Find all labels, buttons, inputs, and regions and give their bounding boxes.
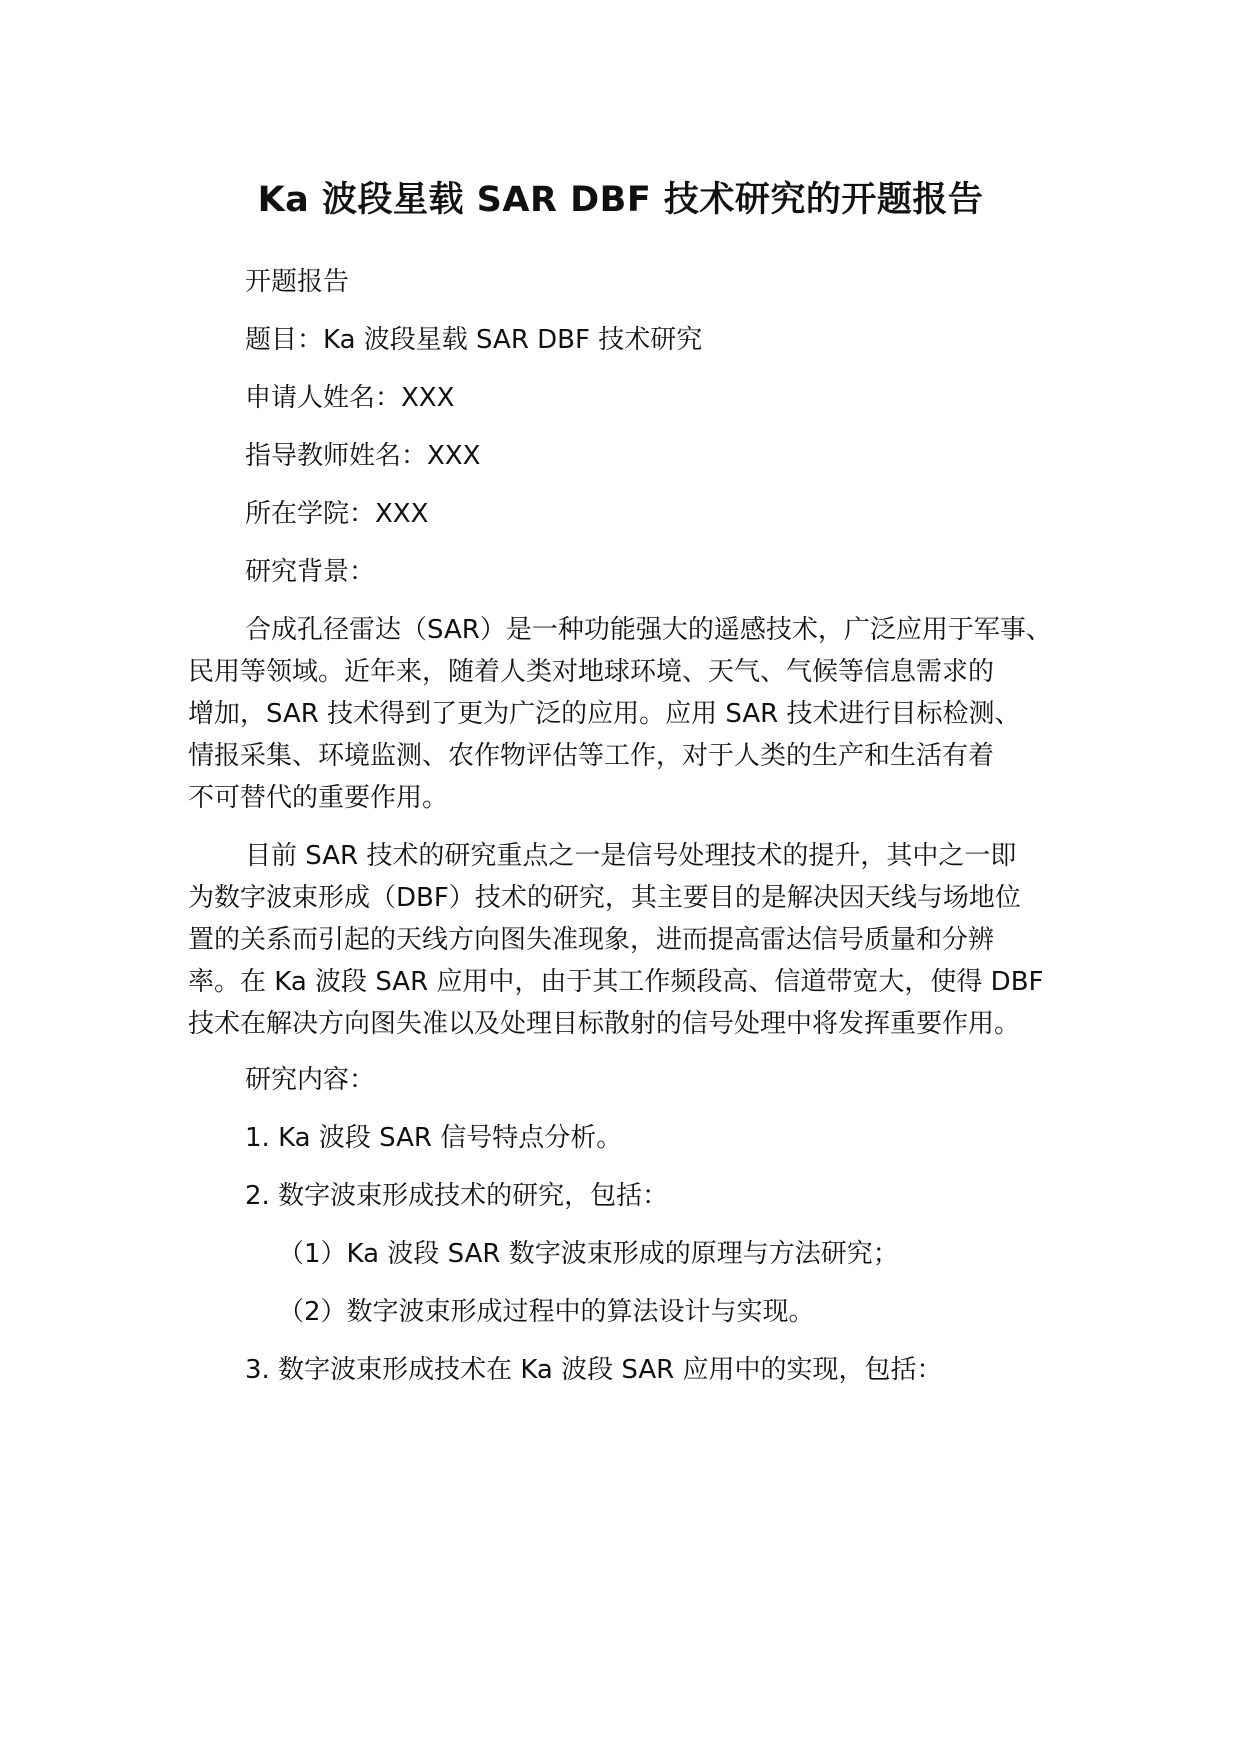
paragraph-line: 置的关系而引起的天线方向图失准现象，进而提高雷达信号质量和分辨 — [188, 925, 995, 955]
paragraph-line: 情报采集、环境监测、农作物评估等工作，对于人类的生产和生活有着 — [188, 741, 995, 771]
college-line: 所在学院：XXX — [245, 499, 429, 529]
content-item-2: 2. 数字波束形成技术的研究，包括： — [245, 1181, 669, 1211]
background-heading: 研究背景： — [245, 557, 376, 587]
content-heading: 研究内容： — [245, 1065, 376, 1095]
paragraph-line: 不可替代的重要作用。 — [188, 783, 449, 813]
content-item-2-sub-2: （2）数字波束形成过程中的算法设计与实现。 — [278, 1297, 815, 1327]
paragraph-line: 合成孔径雷达（SAR）是一种功能强大的遥感技术，广泛应用于军事、 — [245, 615, 1052, 645]
topic-line: 题目：Ka 波段星载 SAR DBF 技术研究 — [245, 325, 703, 355]
paragraph-line: 为数字波束形成（DBF）技术的研究，其主要目的是解决因天线与场地位 — [188, 883, 1021, 913]
content-item-3: 3. 数字波束形成技术在 Ka 波段 SAR 应用中的实现，包括： — [245, 1355, 943, 1385]
content-item-1: 1. Ka 波段 SAR 信号特点分析。 — [245, 1123, 623, 1153]
paragraph-line: 技术在解决方向图失准以及处理目标散射的信号处理中将发挥重要作用。 — [188, 1009, 1021, 1039]
document-title: Ka 波段星载 SAR DBF 技术研究的开题报告 — [257, 180, 984, 220]
paragraph-line: 民用等领域。近年来，随着人类对地球环境、天气、气候等信息需求的 — [188, 657, 995, 687]
paragraph-line: 目前 SAR 技术的研究重点之一是信号处理技术的提升，其中之一即 — [245, 841, 1017, 871]
content-item-2-sub-1: （1）Ka 波段 SAR 数字波束形成的原理与方法研究； — [278, 1239, 899, 1269]
advisor-line: 指导教师姓名：XXX — [245, 441, 481, 471]
paragraph-line: 增加，SAR 技术得到了更为广泛的应用。应用 SAR 技术进行目标检测、 — [188, 699, 1021, 729]
report-label: 开题报告 — [245, 267, 350, 297]
applicant-line: 申请人姓名：XXX — [245, 383, 455, 413]
paragraph-line: 率。在 Ka 波段 SAR 应用中，由于其工作频段高、信道带宽大，使得 DBF — [188, 967, 1044, 997]
